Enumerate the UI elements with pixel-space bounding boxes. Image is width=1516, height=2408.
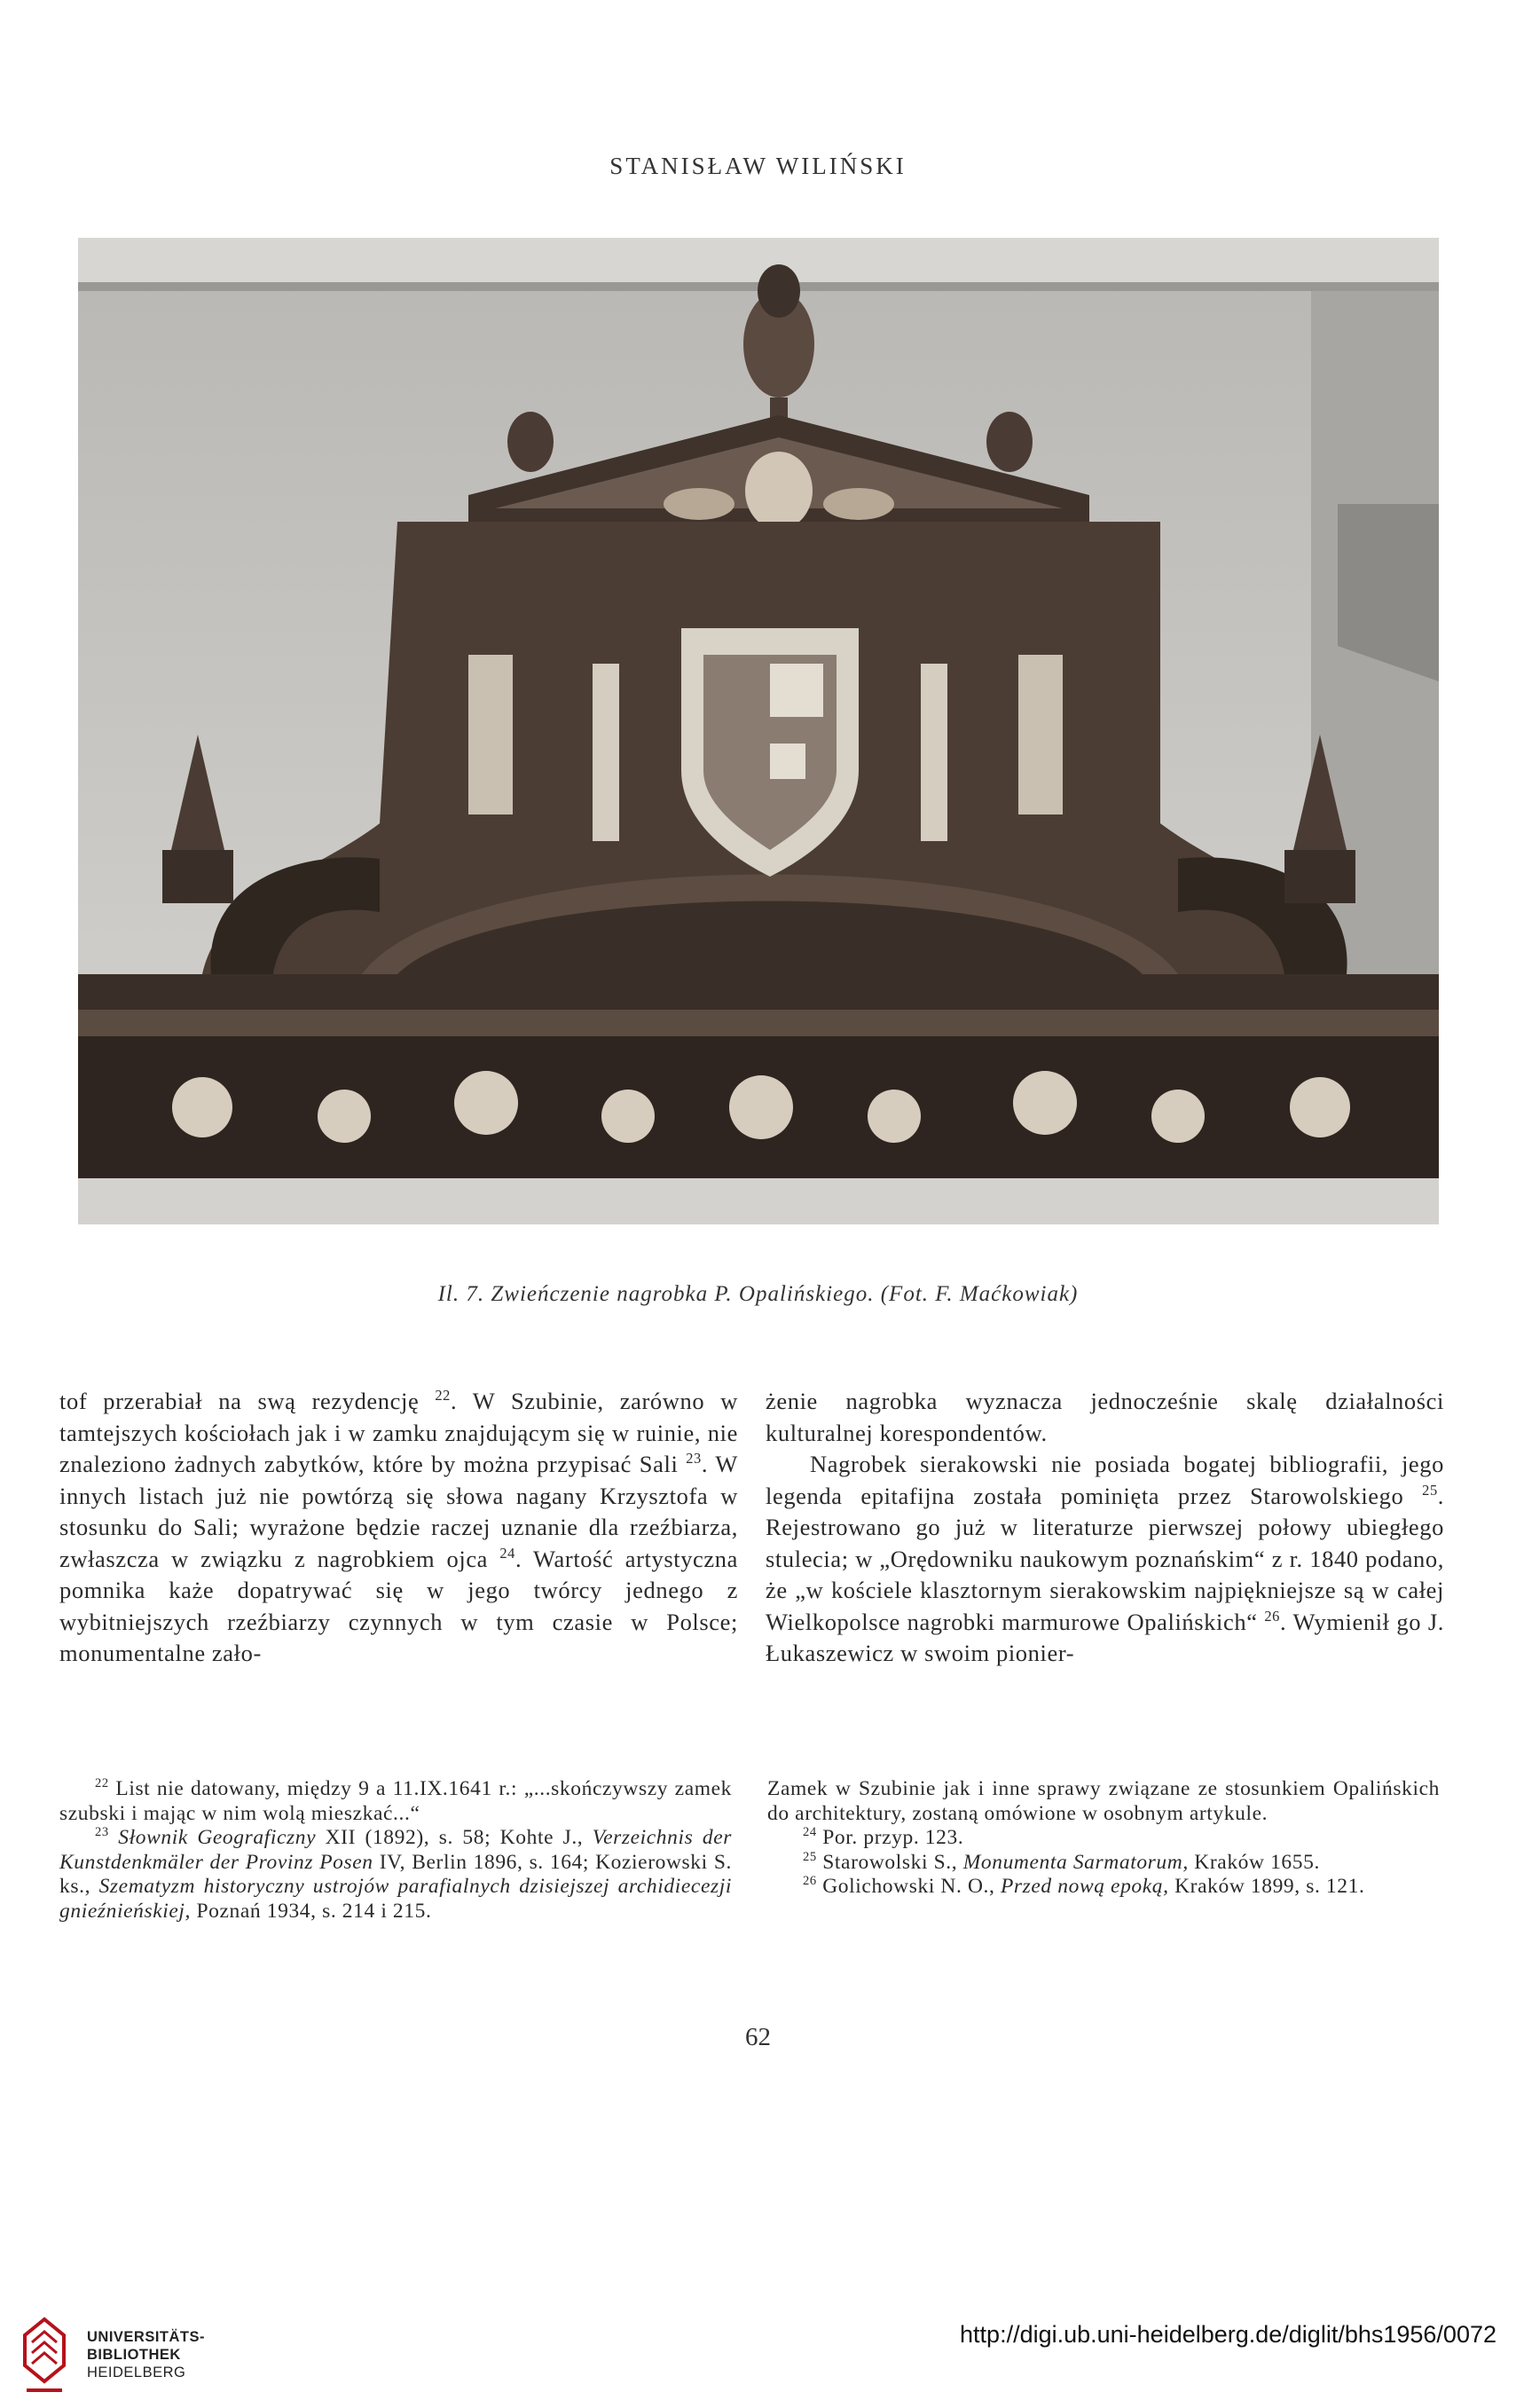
library-name-line: UNIVERSITÄTS- xyxy=(87,2329,206,2345)
footnote: $^{23}$ Słownik Geograficzny XII (1892), s. 58; Kohte J., Verzeichnis der Kunstdenkmäler der Provinz Posen IV, Berlin 1896, s. 164; Kozierowski S. ks., Szematyzm historyczny ustrojów parafialnych dzisiejszej archidiecezji gnieźnieńskiej, Poznań 1934, s. 214 i 215. xyxy=(59,1825,732,1923)
library-name xyxy=(87,2328,205,2381)
library-name-line: BIBLIOTHEK xyxy=(87,2347,181,2363)
running-head: STANISŁAW WILIŃSKI xyxy=(609,153,907,179)
library-name-line: HEIDELBERG xyxy=(87,2365,186,2380)
library-logo-icon xyxy=(18,2316,71,2397)
footnote: $^{25}$ Starowolski S., Monumenta Sarmatorum, Kraków 1655. xyxy=(803,1849,1320,1874)
photo-tomb-crown-icon xyxy=(78,238,1439,1224)
figure-photo xyxy=(78,238,1439,1224)
figure-caption: Il. 7. Zwieńczenie nagrobka P. Opalińskiego. (Fot. F. Maćkowiak) xyxy=(437,1282,1079,1306)
body-column-left xyxy=(59,1386,738,1670)
footnotes-right xyxy=(767,1777,1440,1900)
paragraph: żenie nagrobka wyznacza jednocześnie skalę działalności kulturalnej korespondentów. xyxy=(766,1388,1444,1446)
footnote-continuation: Zamek w Szubinie jak i inne sprawy związane ze stosunkiem Opalińskich do architektury, zostaną omówione w osobnym artykule. xyxy=(767,1777,1440,1825)
paragraph: Nagrobek sierakowski nie posiada bogatej bibliografii, jego legenda epitafijna została pominięta przez Starowolskiego $^{25}$. Rejestrowano go już w literaturze pierwszej połowy ubiegłego stulecia; w „Orędowniku naukowym poznańskim“ z r. 1840 podano, że „w kościele klasztornym sierakowskim najpiękniejsze są w całej Wielkopolsce nagrobki marmurowe Opalińskich“ $^{26}$. Wymienił go J. Łukaszewicz w swoim pionier- xyxy=(766,1451,1444,1666)
footer xyxy=(0,2298,1516,2408)
footnote: $^{26}$ Golichowski N. O., Przed nową epoką, Kraków 1899, s. 121. xyxy=(803,1874,1365,1898)
page-number: 62 xyxy=(745,2023,771,2051)
footnote: $^{24}$ Por. przyp. 123. xyxy=(803,1825,964,1849)
footnote: $^{22}$ List nie datowany, między 9 a 11.IX.1641 r.: „...skończywszy zamek szubski i mając w nim wolą mieszkać...“ xyxy=(59,1776,732,1825)
document-url-link[interactable]: http://digi.ub.uni-heidelberg.de/diglit/bhs1956/0072 xyxy=(960,2321,1496,2348)
footnotes-left xyxy=(59,1777,732,1924)
body-column-right xyxy=(766,1386,1444,1670)
paragraph: tof przerabiał na swą rezydencję $^{22}$. W Szubinie, zarówno w tamtejszych kościołach jak i w zamku znajdującym się w ruinie, nie znaleziono żadnych zabytków, które by można przypisać Sali $^{23}$. W innych listach już nie powtórzą się słowa nagany Krzysztofa w stosunku do Sali; wyrażone będzie raczej uznanie dla rzeźbiarza, zwłaszcza w związku z nagrobkiem ojca $^{24}$. Wartość artystyczna pomnika każe dopatrywać się w jego twórcy jednego z wybitniejszych rzeźbiarzy czynnych w tym czasie w Polsce; monumentalne zało- xyxy=(59,1387,739,1666)
